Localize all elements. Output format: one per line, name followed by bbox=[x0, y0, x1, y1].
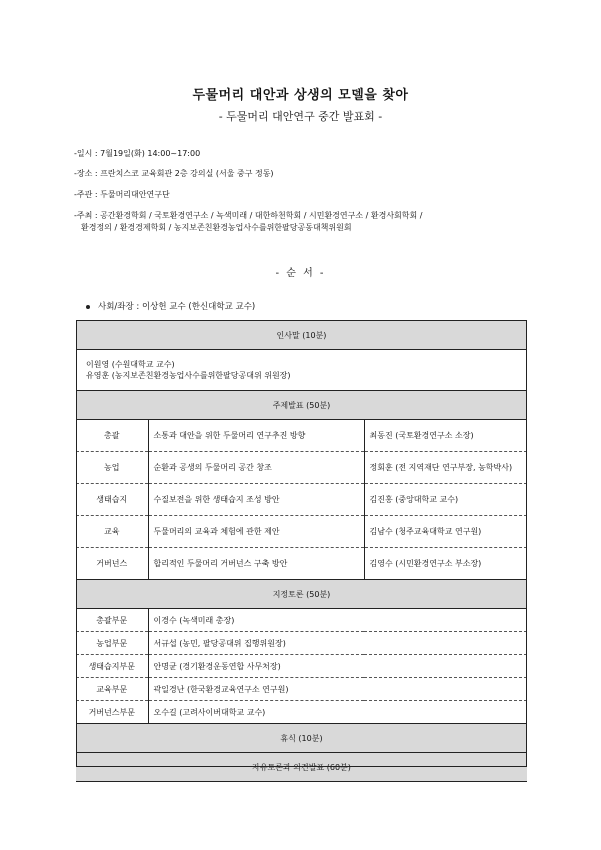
presentation-topic: 합리적인 두물머리 거버넌스 구축 방안 bbox=[148, 548, 364, 580]
discussion-speaker: 이경수 (녹색미래 총장) bbox=[148, 609, 527, 632]
table-row bbox=[76, 632, 527, 655]
presentation-topic: 수질보전을 위한 생태습지 조성 방안 bbox=[148, 484, 364, 516]
section-free-discussion bbox=[76, 753, 527, 782]
info-host bbox=[74, 210, 422, 234]
chair-text: 사회/좌장 : 이상헌 교수 (한신대학교 교수) bbox=[98, 302, 256, 312]
chair-line bbox=[86, 300, 255, 312]
presentation-category: 생태습지 bbox=[76, 484, 148, 516]
program-table bbox=[76, 320, 527, 782]
presentation-speaker: 최동진 (국토환경연구소 소장) bbox=[364, 420, 527, 452]
presentation-topic: 소통과 대안을 위한 두물머리 연구추진 방향 bbox=[148, 420, 364, 452]
discussion-category: 총괄부문 bbox=[76, 609, 148, 632]
table-row bbox=[76, 420, 527, 452]
info-organizer: -주관 : 두물머리대안연구단 bbox=[74, 190, 170, 199]
section-free-discussion-label: 자유토론과 의견발표 (60분) bbox=[76, 753, 527, 782]
discussion-category: 농업부문 bbox=[76, 632, 148, 655]
section-presentation bbox=[76, 391, 527, 420]
section-discussion-label: 지정토론 (50분) bbox=[76, 580, 527, 609]
section-break-label: 휴식 (10분) bbox=[76, 724, 527, 753]
table-row bbox=[76, 548, 527, 580]
presentation-speaker: 김영수 (시민환경연구소 부소장) bbox=[364, 548, 527, 580]
section-discussion bbox=[76, 580, 527, 609]
greeting-speakers bbox=[76, 350, 527, 391]
document-subtitle: - 두물머리 대안연구 중간 발표회 - bbox=[218, 110, 383, 123]
table-row bbox=[76, 516, 527, 548]
presentation-category: 교육 bbox=[76, 516, 148, 548]
discussion-category: 교육부문 bbox=[76, 678, 148, 701]
bullet-icon bbox=[86, 305, 90, 309]
section-greeting-label: 인사말 (10분) bbox=[76, 321, 527, 350]
presentation-category: 거버넌스 bbox=[76, 548, 148, 580]
table-row bbox=[76, 678, 527, 701]
presentation-topic: 두물머리의 교육과 체험에 관한 제안 bbox=[148, 516, 364, 548]
info-place: -장소 : 프란치스코 교육회관 2층 강의실 (서울 중구 정동) bbox=[74, 169, 274, 178]
table-row bbox=[76, 484, 527, 516]
greeting-speaker: 이원영 (수원대학교 교수) bbox=[86, 360, 175, 369]
table-row bbox=[76, 452, 527, 484]
section-break bbox=[76, 724, 527, 753]
presentation-category: 총괄 bbox=[76, 420, 148, 452]
table-row bbox=[76, 701, 527, 724]
presentation-speaker: 김남수 (청주교육대학교 연구원) bbox=[364, 516, 527, 548]
presentation-topic: 순환과 공생의 두물머리 공간 창조 bbox=[148, 452, 364, 484]
section-presentation-label: 주제발표 (50분) bbox=[76, 391, 527, 420]
discussion-category: 생태습지부문 bbox=[76, 655, 148, 678]
info-date: -일시 : 7월19일(화) 14:00~17:00 bbox=[74, 149, 201, 158]
discussion-speaker: 오수길 (고려사이버대학교 교수) bbox=[148, 701, 527, 724]
discussion-speaker: 안명균 (경기환경운동연합 사무처장) bbox=[148, 655, 527, 678]
discussion-speaker: 서규섭 (농민, 팔당공대위 집행위원장) bbox=[148, 632, 527, 655]
presentation-speaker: 김진홍 (중앙대학교 교수) bbox=[364, 484, 527, 516]
table-row bbox=[76, 609, 527, 632]
presentation-speaker: 정회훈 (전 지역재단 연구부장, 농학박사) bbox=[364, 452, 527, 484]
info-host-line1: -주최 : 공간환경학회 / 국토환경연구소 / 녹색미래 / 대한하천학회 / 시민환경연구소 / 환경사회학회 / bbox=[74, 211, 423, 220]
document-title: 두물머리 대안과 상생의 모델을 찾아 bbox=[192, 88, 409, 103]
info-host-line2: 환경정의 / 환경경제학회 / 농지보존친환경농업사수를위한팔당공동대책위원회 bbox=[81, 223, 352, 232]
presentation-category: 농업 bbox=[76, 452, 148, 484]
discussion-category: 거버넌스부문 bbox=[76, 701, 148, 724]
table-row bbox=[76, 655, 527, 678]
order-heading: - 순 서 - bbox=[275, 268, 326, 279]
section-greeting bbox=[76, 321, 527, 350]
greeting-speaker: 유영훈 (농지보존친환경농업사수를위한팔당공대위 위원장) bbox=[86, 371, 291, 380]
discussion-speaker: 곽일경난 (한국환경교육연구소 연구원) bbox=[148, 678, 527, 701]
